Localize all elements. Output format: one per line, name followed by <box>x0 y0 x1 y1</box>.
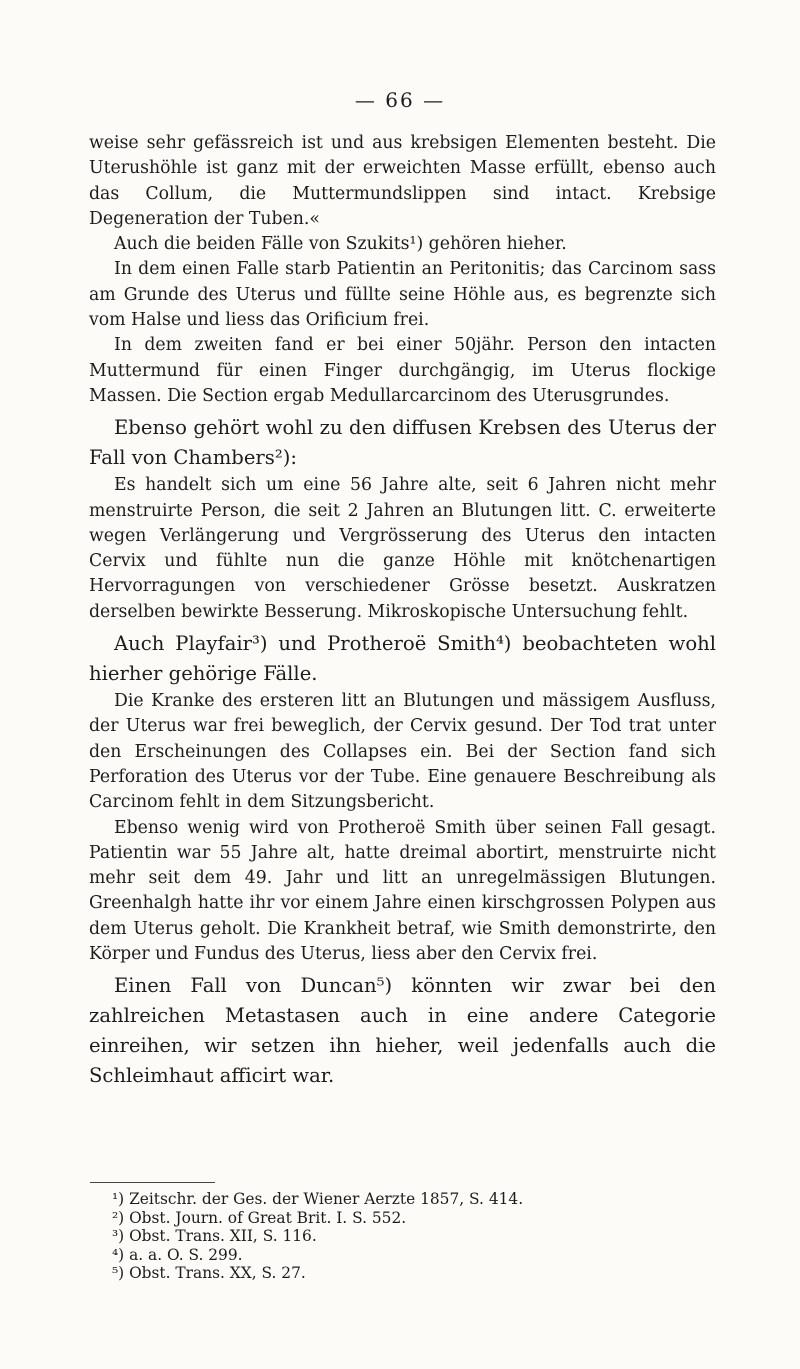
footnote-1: ¹) Zeitschr. der Ges. der Wiener Aerzte 1857, S. 414. <box>112 1190 524 1208</box>
footnote-divider <box>90 1182 215 1183</box>
main-text <box>89 131 716 1091</box>
footnotes <box>112 1190 672 1283</box>
paragraph-5-heading: Ebenso gehört wohl zu den diffusen Krebsen des Uterus der Fall von Chambers²): <box>89 416 716 470</box>
paragraph-4: In dem zweiten fand er bei einer 50jähr. Person den intacten Muttermund für einen Finger durchgängig, im Uterus flockige Massen. Die Section ergab Medullarcarcinom des Uterusgrundes. <box>89 335 716 406</box>
footnote-4: ⁴) a. a. O. S. 299. <box>112 1245 243 1264</box>
footnote-5: ⁵) Obst. Trans. XX, S. 27. <box>112 1264 306 1282</box>
paragraph-7-heading: Auch Playfair³) und Protheroë Smith⁴) beobachteten wohl hierher gehörige Fälle. <box>89 632 716 686</box>
paragraph-2: Auch die beiden Fälle von Szukits¹) gehören hieher. <box>114 234 567 255</box>
paragraph-1: weise sehr gefässreich ist und aus krebsigen Elementen besteht. Die Uterushöhle ist ganz mit der erweichten Masse erfüllt, ebenso auch das Collum, die Muttermundslippen sind intact. Krebsige Degeneration der Tuben.« <box>89 133 716 229</box>
footnote-3: ³) Obst. Trans. XII, S. 116. <box>112 1227 317 1245</box>
paragraph-8: Die Kranke des ersteren litt an Blutungen und mässigem Ausfluss, der Uterus war frei beweglich, der Cervix gesund. Der Tod trat unter den Erscheinungen des Collapses ein. Bei der Section fand sich Perforation des Uterus vor der Tube. Eine genauere Beschreibung als Carcinom fehlt in dem Sitzungsbericht. <box>89 691 716 813</box>
page-number: — 66 — <box>354 88 446 112</box>
paragraph-6: Es handelt sich um eine 56 Jahre alte, seit 6 Jahren nicht mehr menstruirte Person, die seit 2 Jahren an Blutungen litt. C. erweiterte wegen Verlängerung und Vergrösserung des Uterus den intacten Cervix und fühlte nun die ganze Höhle mit knötchenartigen Hervorragungen von verschiedener Grösse besetzt. Auskratzen derselben bewirkte Besserung. Mikroskopische Untersuchung fehlt. <box>89 475 716 622</box>
paragraph-9: Ebenso wenig wird von Protheroë Smith über seinen Fall gesagt. Patientin war 55 Jahre alt, hatte dreimal abortirt, menstruirte nicht mehr seit dem 49. Jahr und litt an unregelmässigen Blutungen. Greenhalgh hatte ihr vor einem Jahre einen kirschgrossen Polypen aus dem Uterus geholt. Die Krankheit betraf, wie Smith demonstrirte, den Körper und Fundus des Uterus, liess aber den Cervix frei. <box>89 817 716 965</box>
footnote-2: ²) Obst. Journ. of Great Brit. I. S. 552. <box>112 1208 407 1227</box>
paragraph-10-heading: Einen Fall von Duncan⁵) könnten wir zwar bei den zahlreichen Metastasen auch in eine andere Categorie einreihen, wir setzen ihn hieher, weil jedenfalls auch die Schleimhaut afficirt war. <box>89 974 716 1088</box>
paragraph-3: In dem einen Falle starb Patientin an Peritonitis; das Carcinom sass am Grunde des Uterus und füllte seine Höhle aus, es begrenzte sich vom Halse und liess das Orificium frei. <box>89 259 716 331</box>
